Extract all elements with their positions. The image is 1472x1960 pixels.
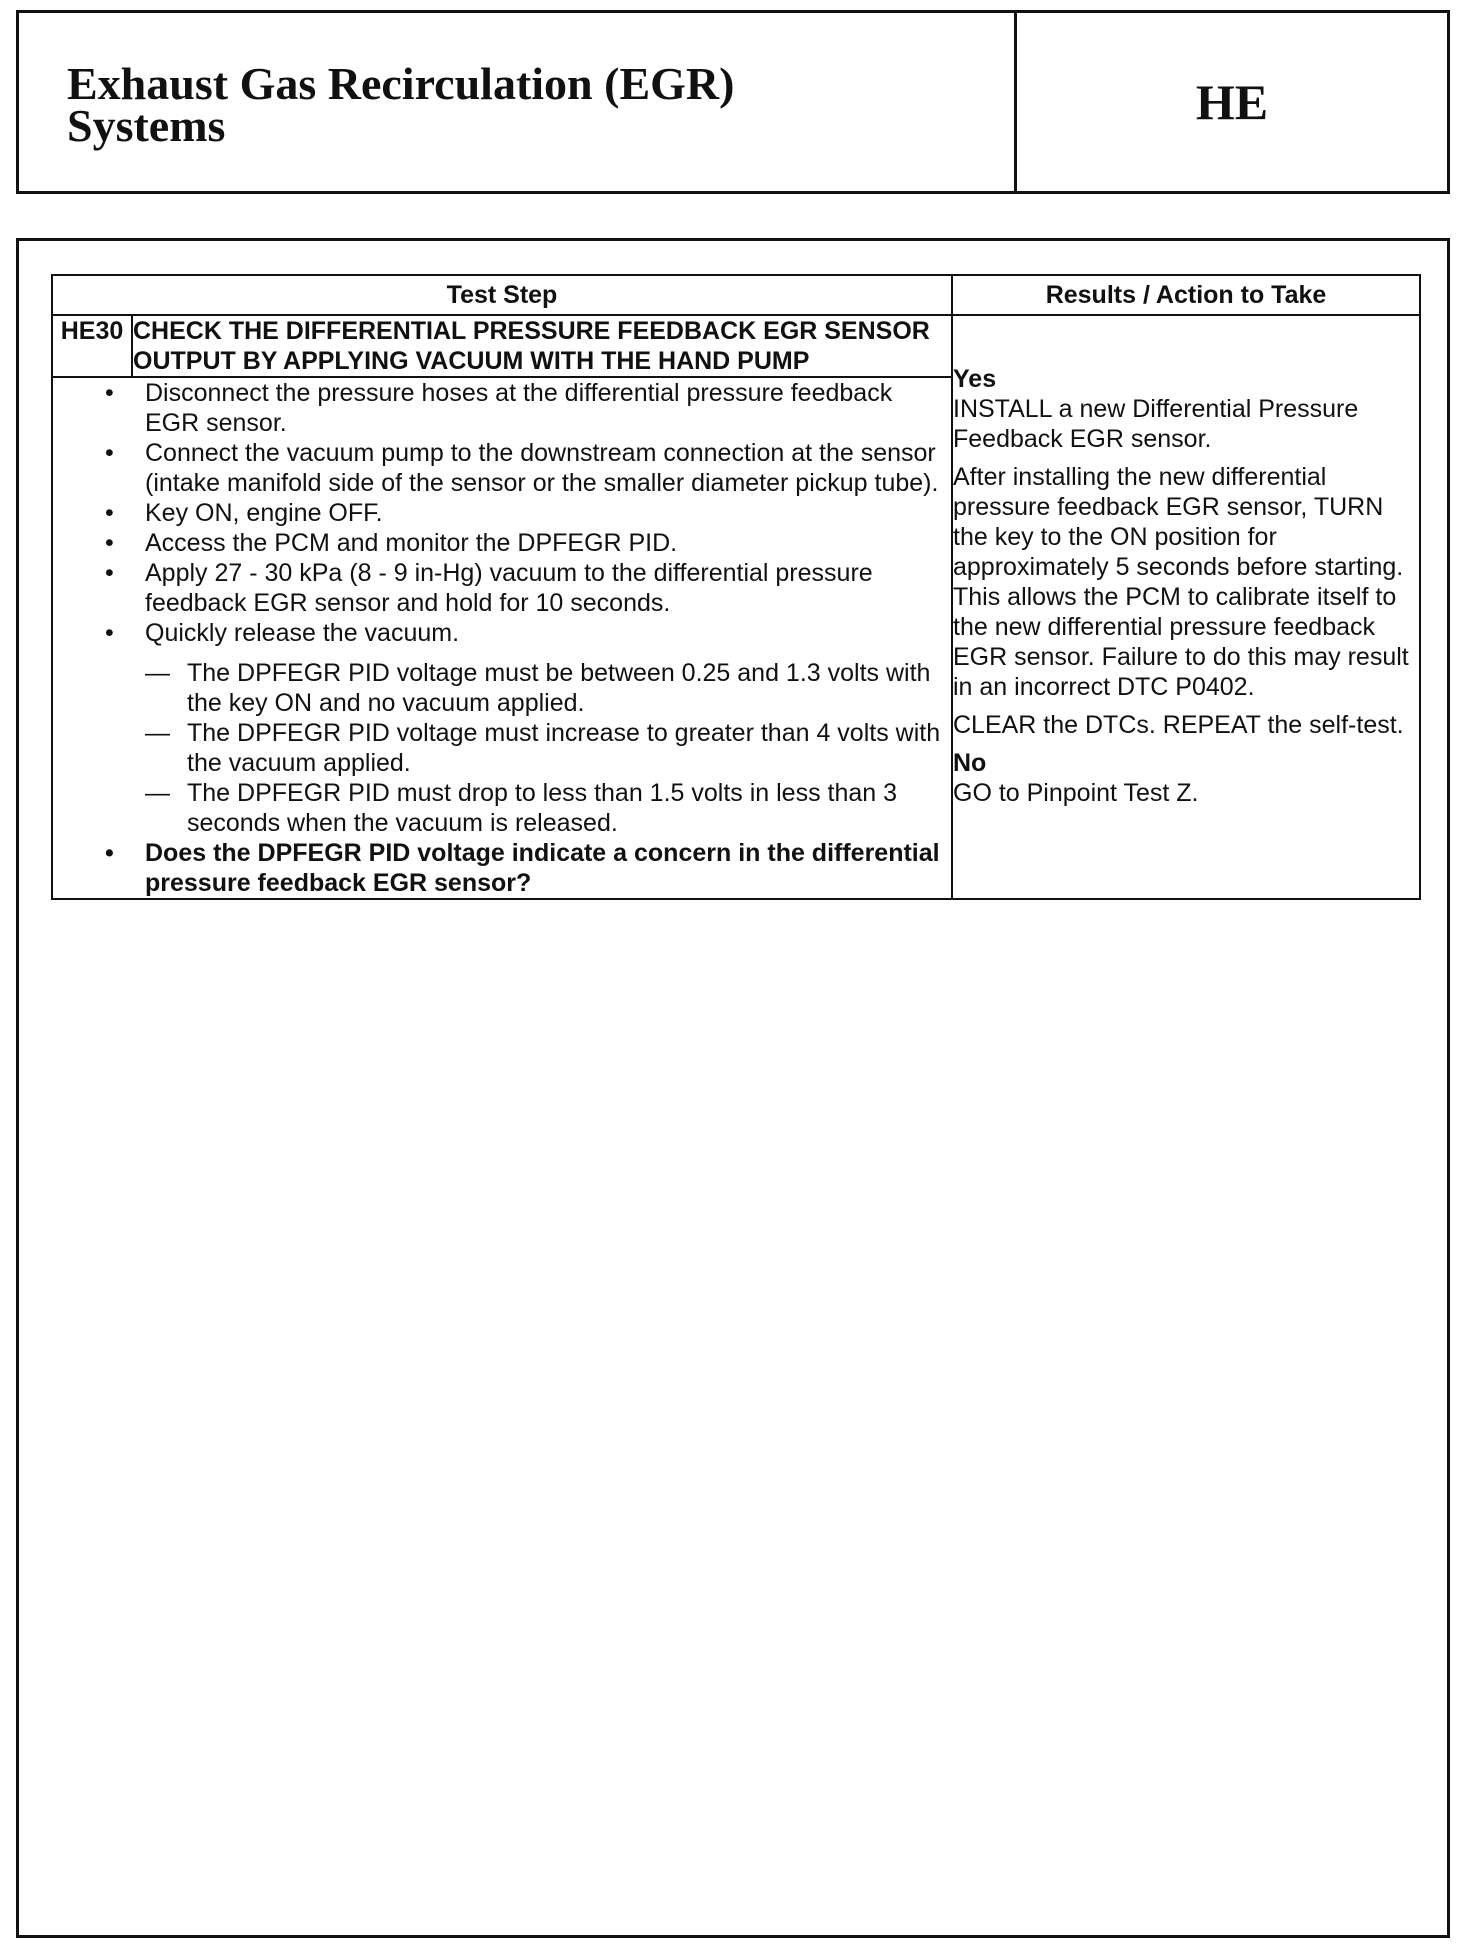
section-title-line2: Systems <box>67 100 226 151</box>
content-frame <box>16 238 1450 1938</box>
sub-item-list <box>145 658 951 838</box>
step-title-row <box>52 315 1420 377</box>
list-item: • Disconnect the pressure hoses at the differential pressure feedback EGR sensor. <box>145 378 951 438</box>
result-no-action: GO to Pinpoint Test Z. <box>953 779 1199 807</box>
step-title: CHECK THE DIFFERENTIAL PRESSURE FEEDBACK EGR SENSOR OUTPUT BY APPLYING VACUUM WITH THE HAND PUMP <box>132 315 952 377</box>
step-code: HE30 <box>52 315 132 377</box>
section-title <box>19 13 1017 191</box>
list-item: • Key ON, engine OFF. <box>145 498 951 528</box>
results-cell <box>952 315 1420 899</box>
table-header-row <box>52 275 1420 315</box>
col-header-test-step: Test Step <box>52 275 952 315</box>
list-item: • Apply 27 - 30 kPa (8 - 9 in-Hg) vacuum to the differential pressure feedback EGR sensor and hold for 10 seconds. <box>145 558 951 618</box>
page-header <box>16 10 1450 194</box>
result-no-label: No <box>953 749 987 777</box>
list-item: • Connect the vacuum pump to the downstream connection at the sensor (intake manifold side of the sensor or the smaller diameter pickup tube). <box>145 438 951 498</box>
result-yes-label: Yes <box>953 365 997 393</box>
sub-item: — The DPFEGR PID voltage must be between 0.25 and 1.3 volts with the key ON and no vacuum applied. <box>187 658 951 718</box>
list-item: • Access the PCM and monitor the DPFEGR PID. <box>145 528 951 558</box>
test-step-table <box>51 274 1421 900</box>
list-item <box>145 618 951 838</box>
sub-item: — The DPFEGR PID voltage must increase to greater than 4 volts with the vacuum applied. <box>187 718 951 778</box>
col-header-results: Results / Action to Take <box>952 275 1420 315</box>
section-title-line1: Exhaust Gas Recirculation (EGR) <box>67 58 735 109</box>
result-yes-clear: CLEAR the DTCs. REPEAT the self-test. <box>953 711 1404 739</box>
result-yes-note: After installing the new differential pressure feedback EGR sensor, TURN the key to the ON position for approximately 5 seconds before starting. This allows the PCM to calibrate itself to the new differential pressure feedback EGR sensor. Failure to do this may result in an incorrect DTC P0402. <box>953 463 1409 701</box>
list-item-text: Quickly release the vacuum. <box>145 619 460 647</box>
result-yes-action: INSTALL a new Differential Pressure Feedback EGR sensor. <box>953 395 1359 453</box>
step-bullet-list <box>53 378 951 898</box>
step-question: • Does the DPFEGR PID voltage indicate a concern in the differential pressure feedback EGR sensor? <box>145 838 951 898</box>
step-body <box>52 377 952 899</box>
sub-item: — The DPFEGR PID must drop to less than 1.5 volts in less than 3 seconds when the vacuum is released. <box>187 778 951 838</box>
section-code: HE <box>1195 74 1269 130</box>
